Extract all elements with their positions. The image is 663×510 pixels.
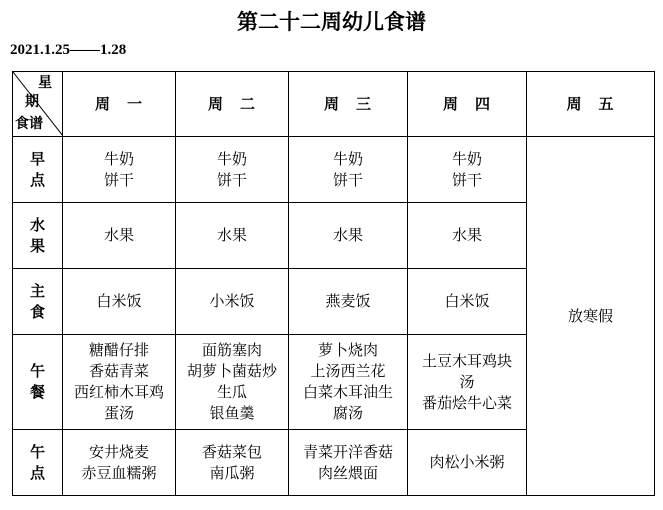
- corner-label-middle: 期: [25, 94, 39, 110]
- cell-lunch-thu: 土豆木耳鸡块 汤 番茄烩牛心菜: [408, 335, 527, 430]
- row-label-breakfast: 早 点: [13, 137, 63, 203]
- cell-staple-wed: 燕麦饭: [289, 269, 408, 335]
- day-header-wed: 周 三: [289, 72, 408, 137]
- row-label-lunch: 午 餐: [13, 335, 63, 430]
- cell-snack-wed: 青菜开洋香菇 肉丝煨面: [289, 430, 408, 496]
- cell-lunch-mon: 糖醋仔排 香菇青菜 西红柿木耳鸡 蛋汤: [63, 335, 176, 430]
- header-row: [13, 72, 655, 137]
- cell-snack-thu: 肉松小米粥: [408, 430, 527, 496]
- row-label-staple: 主 食: [13, 269, 63, 335]
- cell-staple-tue: 小米饭: [176, 269, 289, 335]
- cell-breakfast-tue: 牛奶 饼干: [176, 137, 289, 203]
- cell-staple-thu: 白米饭: [408, 269, 527, 335]
- cell-lunch-tue: 面筋塞肉 胡萝卜菌菇炒 生瓜 银鱼羹: [176, 335, 289, 430]
- day-header-tue: 周 二: [176, 72, 289, 137]
- cell-breakfast-wed: 牛奶 饼干: [289, 137, 408, 203]
- row-label-snack: 午 点: [13, 430, 63, 496]
- cell-breakfast-thu: 牛奶 饼干: [408, 137, 527, 203]
- corner-label-top: 星: [38, 75, 52, 91]
- menu-table: [12, 71, 655, 496]
- corner-label-bottom: 食谱: [15, 116, 43, 132]
- cell-breakfast-mon: 牛奶 饼干: [63, 137, 176, 203]
- cell-fruit-tue: 水果: [176, 203, 289, 269]
- cell-fruit-wed: 水果: [289, 203, 408, 269]
- row-breakfast: [13, 137, 655, 203]
- corner-cell: [13, 72, 63, 137]
- day-header-mon: 周 一: [63, 72, 176, 137]
- row-label-fruit: 水 果: [13, 203, 63, 269]
- cell-snack-mon: 安井烧麦 赤豆血糯粥: [63, 430, 176, 496]
- cell-lunch-wed: 萝卜烧肉 上汤西兰花 白菜木耳油生 腐汤: [289, 335, 408, 430]
- day-header-thu: 周 四: [408, 72, 527, 137]
- page-title: 第二十二周幼儿食谱: [237, 9, 426, 34]
- cell-fruit-thu: 水果: [408, 203, 527, 269]
- cell-staple-mon: 白米饭: [63, 269, 176, 335]
- date-range: 2021.1.25——1.28: [10, 42, 127, 58]
- friday-holiday-note: 放寒假: [527, 137, 655, 496]
- cell-fruit-mon: 水果: [63, 203, 176, 269]
- day-header-fri: 周 五: [527, 72, 655, 137]
- cell-snack-tue: 香菇菜包 南瓜粥: [176, 430, 289, 496]
